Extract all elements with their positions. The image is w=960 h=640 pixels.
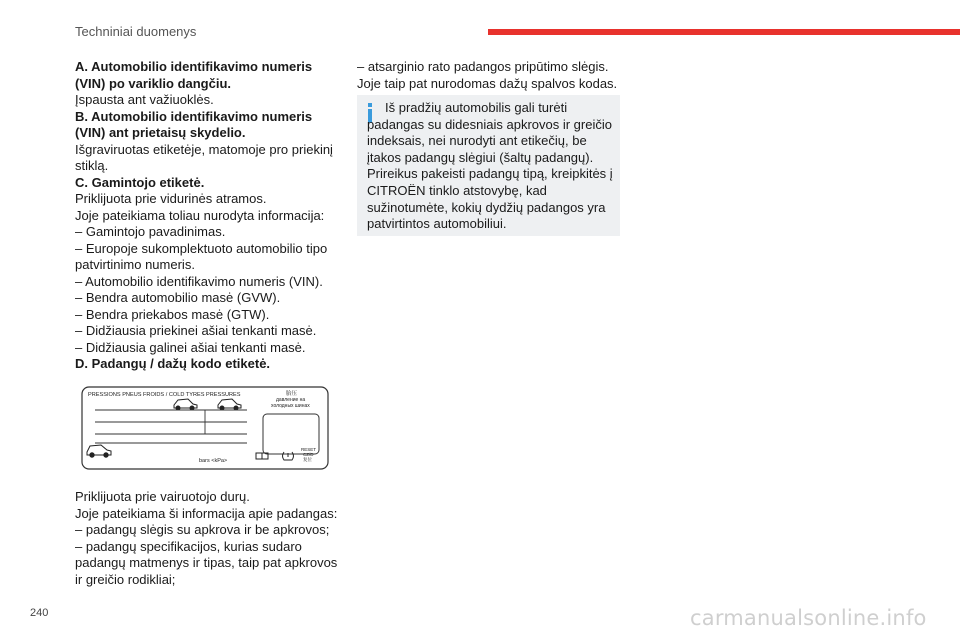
page-number: 240 <box>30 607 49 619</box>
tyre-label-right-text-2: давление на <box>276 397 306 403</box>
list-item: – padangų slėgis su apkrova ir be apkrovos; <box>75 522 330 537</box>
list-item: – Didžiausia galinei ašiai tenkanti masė. <box>75 339 306 355</box>
info-box <box>357 95 620 236</box>
watermark: carmanualsonline.info <box>690 606 927 630</box>
tyre-label-units: bars <kPa> <box>199 458 228 464</box>
reset-text-3: 复位 <box>303 457 312 462</box>
list-item: – Bendra priekabos masė (GTW). <box>75 306 270 322</box>
paragraph: Joje taip pat nurodomas dažų spalvos kodas. <box>357 75 618 91</box>
list-item: – Bendra automobilio masė (GVW). <box>75 290 281 305</box>
paragraph: A. Automobilio identifikavimo numeris (VIN) po variklio dangčiu. <box>75 59 313 91</box>
info-box-text: Iš pradžių automobilis gali turėti padangas su didesniais apkrovos ir greičio indeksais, nei nurodyti ant etikečių, be įtakos padangų slėgiui (šaltų padangų). Prireikus pakeisti padangų tipą, kreipkitės į CITROËN tinklo atstovybę, kad sužinotumėte, kokių dydžių padangos yra patvirtintos automobiliui. <box>367 100 613 232</box>
left-column-continued <box>75 489 340 588</box>
reset-text-1: RESET <box>301 447 317 452</box>
paragraph: Joje pateikiama ši informacija apie padangas: <box>75 505 338 521</box>
page-header-title: Techniniai duomenys <box>75 24 197 39</box>
tyre-label-title: PRESSIONS PNEUS FROIDS / COLD TYRES PRESSURES <box>88 392 241 398</box>
left-column <box>75 59 335 373</box>
reset-text-2: CZ/D <box>303 452 314 457</box>
paragraph: Priklijuota prie vairuotojo durų. <box>75 489 250 504</box>
list-item: – Europoje sukomplektuoto automobilio tipo patvirtinimo numeris. <box>75 240 328 272</box>
tyre-label-right-text-1: 胎压 <box>286 391 298 397</box>
paragraph: Priklijuota prie vidurinės atramos. <box>75 191 267 206</box>
tyre-label-right-text-3: холодных шинах <box>271 403 310 409</box>
list-item: – Didžiausia priekinei ašiai tenkanti masė. <box>75 323 317 338</box>
right-column <box>357 59 622 92</box>
list-item: – Automobilio identifikavimo numeris (VIN). <box>75 273 323 289</box>
tyre-pressure-label-figure <box>81 386 329 470</box>
paragraph: C. Gamintojo etiketė. <box>75 174 205 190</box>
list-item: – Gamintojo pavadinimas. <box>75 224 226 239</box>
paragraph: Joje pateikiama toliau nurodyta informacija: <box>75 207 325 223</box>
header-accent-bar <box>488 29 960 35</box>
paragraph: D. Padangų / dažų kodo etiketė. <box>75 356 271 371</box>
paragraph: Išgraviruotas etiketėje, matomoje pro priekinį stiklą. <box>75 141 333 173</box>
list-item: – padangų specifikacijos, kurias sudaro padangų matmenys ir tipas, taip pat apkrovos ir greičio rodikliai; <box>75 538 338 587</box>
tyre-label-illustration <box>81 386 329 470</box>
list-item: – atsarginio rato padangos pripūtimo slėgis. <box>357 59 609 74</box>
paragraph: B. Automobilio identifikavimo numeris (VIN) ant prietaisų skydelio. <box>75 108 313 140</box>
paragraph: Įspausta ant važiuoklės. <box>75 92 214 107</box>
